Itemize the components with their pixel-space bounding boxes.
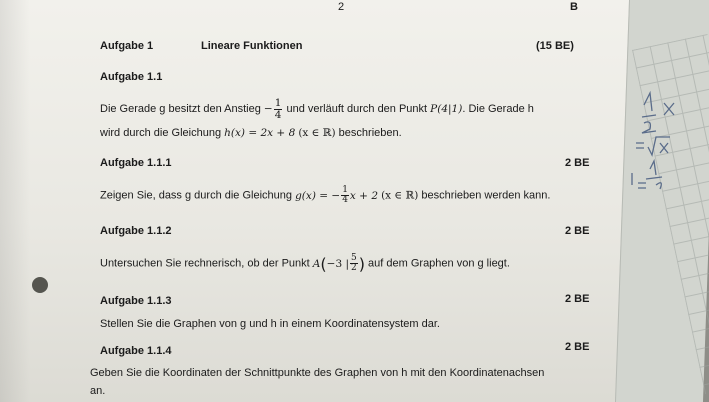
aufgabe-1-1-1-title: Aufgabe 1.1.1 [100,157,172,169]
aufgabe-1-1-3-text: Stellen Sie die Graphen von g und h in einem Koordinatensystem dar. [100,318,440,330]
punch-hole [32,277,48,293]
aufgabe-1-1-line2: wird durch die Gleichung h(x) = 2x + 8 (x ∈ ℝ) beschrieben. [100,127,402,139]
page-letter: B [570,1,578,13]
aufgabe-1-title: Aufgabe 1 [100,40,154,52]
aufgabe-1-points: (15 BE) [536,40,574,52]
aufgabe-1-1-4-title: Aufgabe 1.1.4 [100,345,172,357]
page-shadow [0,0,30,402]
aufgabe-1-1-2-be: 2 BE [565,225,590,237]
aufgabe-1-1-line1: Die Gerade g besitzt den Anstieg − $\frac{1}{4}$ und verläuft durch den Punkt P(4|1). Die Gerade h [100,97,534,121]
aufgabe-1-1-1-be: 2 BE [565,157,590,169]
aufgabe-1-1-3-title: Aufgabe 1.1.3 [100,295,172,307]
page-number: 2 [338,1,345,13]
aufgabe-1-1-1-text: Zeigen Sie, dass g durch die Gleichung g(x) = − $\frac{1}{4}$ x + 2 (x ∈ ℝ) beschrieben werden kann. [100,185,551,205]
aufgabe-1-1-2-text: Untersuchen Sie rechnerisch, ob der Punkt A(−3 | $\frac{5}{2}$ ) auf dem Graphen von g liegt. [100,253,510,273]
g-equation: g(x) = − $\frac{1}{4}$ x + 2 [295,185,378,205]
aufgabe-1-1-title: Aufgabe 1.1 [100,71,163,83]
aufgabe-1-1-4-text-line1: Geben Sie die Koordinaten der Schnittpunkte des Graphen von h mit den Koordinatenachsen [90,367,545,379]
aufgabe-1-1-2-title: Aufgabe 1.1.2 [100,225,172,237]
point-a: A(−3 | $\frac{5}{2}$ ) [312,253,365,273]
aufgabe-1-subtitle: Lineare Funktionen [201,40,303,52]
aufgabe-1-1-4-be: 2 BE [565,341,590,353]
h-equation: h(x) = 2x + 8 [224,127,296,139]
aufgabe-1-1-4-text-line2: an. [90,385,106,397]
aufgabe-1-1-3-be: 2 BE [565,293,590,305]
handwriting-scribble [630,85,709,195]
